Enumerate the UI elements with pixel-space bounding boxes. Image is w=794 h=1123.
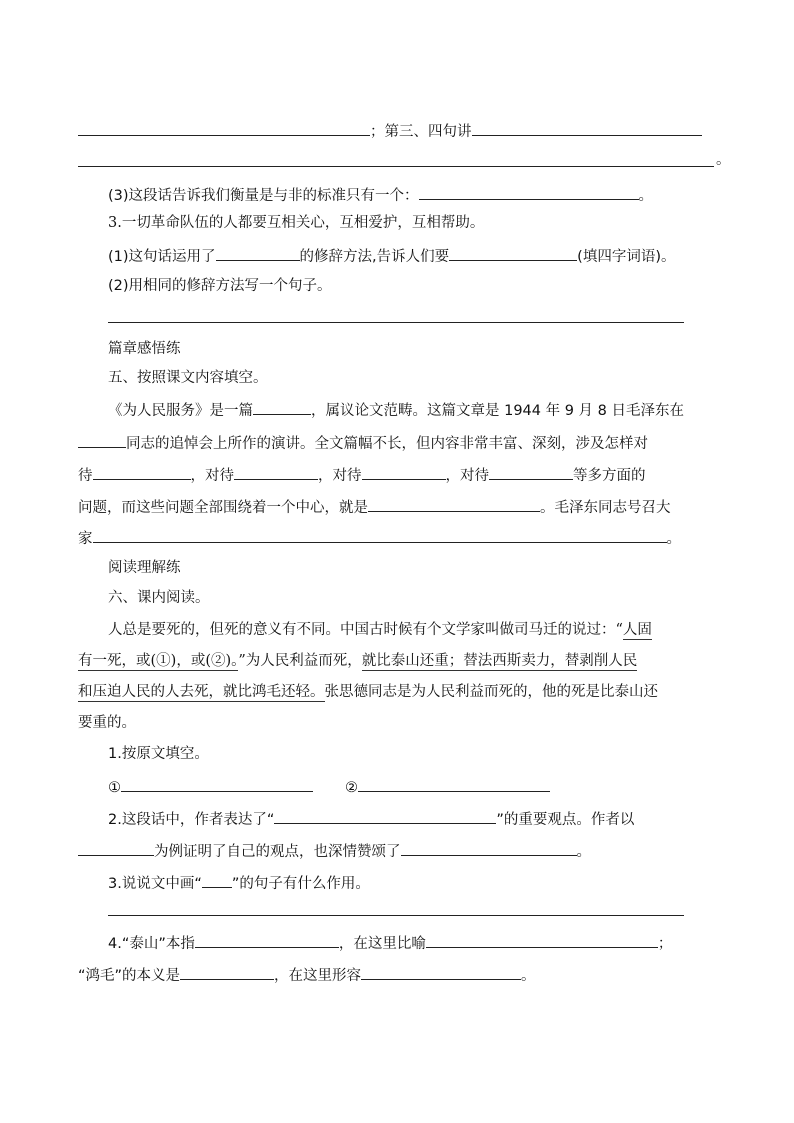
section-heading: 六、课内阅读。 [108,590,210,606]
blank-field[interactable] [368,496,540,512]
blank-field[interactable] [78,840,154,856]
passage-line-3: 和压迫人民的人去死，就比鸿毛还轻。张思德同志是为人民利益而死的，他的死是比泰山还 [78,684,658,700]
passage-line-1: 人总是要死的，但死的意义有不同。中国古时候有个文学家叫做司马迁的说过：“人固 [108,622,652,638]
blank-field[interactable] [234,464,318,480]
fill-line-3: 待 ，对待 ，对待 ，对待 等多方面的 [78,464,646,486]
blank-field[interactable] [361,964,521,980]
blank-field[interactable] [358,776,550,792]
fill-line-1: 《为人民服务》是一篇 ，属议论文范畴。这篇文章是 1944 年 9 月 8 日毛泽东在 [108,399,684,421]
period: 。 [716,152,731,168]
question-3-2: (2)用相同的修辞方法写一个句子。 [108,278,332,294]
answer-row-top [78,120,702,142]
blank-field[interactable] [78,120,370,136]
question-1: 1.按原文填空。 [108,746,209,762]
question-1-blanks: ① ② [108,776,550,798]
blank-field[interactable] [93,464,191,480]
blank-field[interactable] [121,776,313,792]
blank-field[interactable] [180,964,274,980]
question-3: 3.说说文中画“ ”的句子有什么作用。 [108,872,370,894]
blank-field[interactable] [195,932,339,948]
blank-field[interactable] [419,184,639,200]
question-4: 4.“泰山”本指 ，在这里比喻 ； [108,932,672,954]
question-4-cont: “鸿毛”的本义是 ，在这里形容 。 [78,964,536,986]
question-3-stem: 3.一切革命队伍的人都要互相关心，互相爱护，互相帮助。 [108,215,485,231]
question-2-cont: 为例证明了自己的观点，也深情赞颂了 。 [78,840,591,862]
blank-field[interactable] [489,464,573,480]
fill-line-5: 家 。 [78,527,681,549]
underline-mark [202,872,232,888]
passage-line-4: 要重的。 [78,715,136,731]
section-title: 篇章感悟练 [108,341,181,357]
blank-field[interactable] [362,464,446,480]
question-3-sub3: (3)这段话告诉我们衡量是与非的标准只有一个： 。 [108,184,653,206]
passage-line-2: 有一死，或(①)，或(②)。”为人民利益而死，就比泰山还重；替法西斯卖力，替剥削人民 [78,653,638,669]
blank-field[interactable] [426,932,658,948]
question-3-1: (1)这句话运用了 的修辞方法,告诉人们要 (填四字词语)。 [108,245,675,267]
answer-line[interactable] [78,166,714,167]
answer-line[interactable] [108,915,684,916]
answer-line[interactable] [108,322,684,323]
section-heading: 五、按照课文内容填空。 [108,370,268,386]
blank-field[interactable] [472,120,702,136]
blank-field[interactable] [449,245,577,261]
blank-field[interactable] [93,527,667,543]
fill-line-4: 问题，而这些问题全部围绕着一个中心，就是 。毛泽东同志号召大 [78,496,671,518]
fill-line-2: 同志的追悼会上所作的演讲。全文篇幅不长，但内容非常丰富、深刻，涉及怎样对 [78,432,648,454]
blank-field[interactable] [401,840,577,856]
question-2: 2.这段话中，作者表达了“ ”的重要观点。作者以 [108,808,634,830]
section-title: 阅读理解练 [108,560,181,576]
blank-field[interactable] [274,808,496,824]
blank-field[interactable] [216,245,300,261]
blank-field[interactable] [253,399,311,415]
prompt-text: ；第三、四句讲 [370,124,472,140]
blank-field[interactable] [78,432,126,448]
